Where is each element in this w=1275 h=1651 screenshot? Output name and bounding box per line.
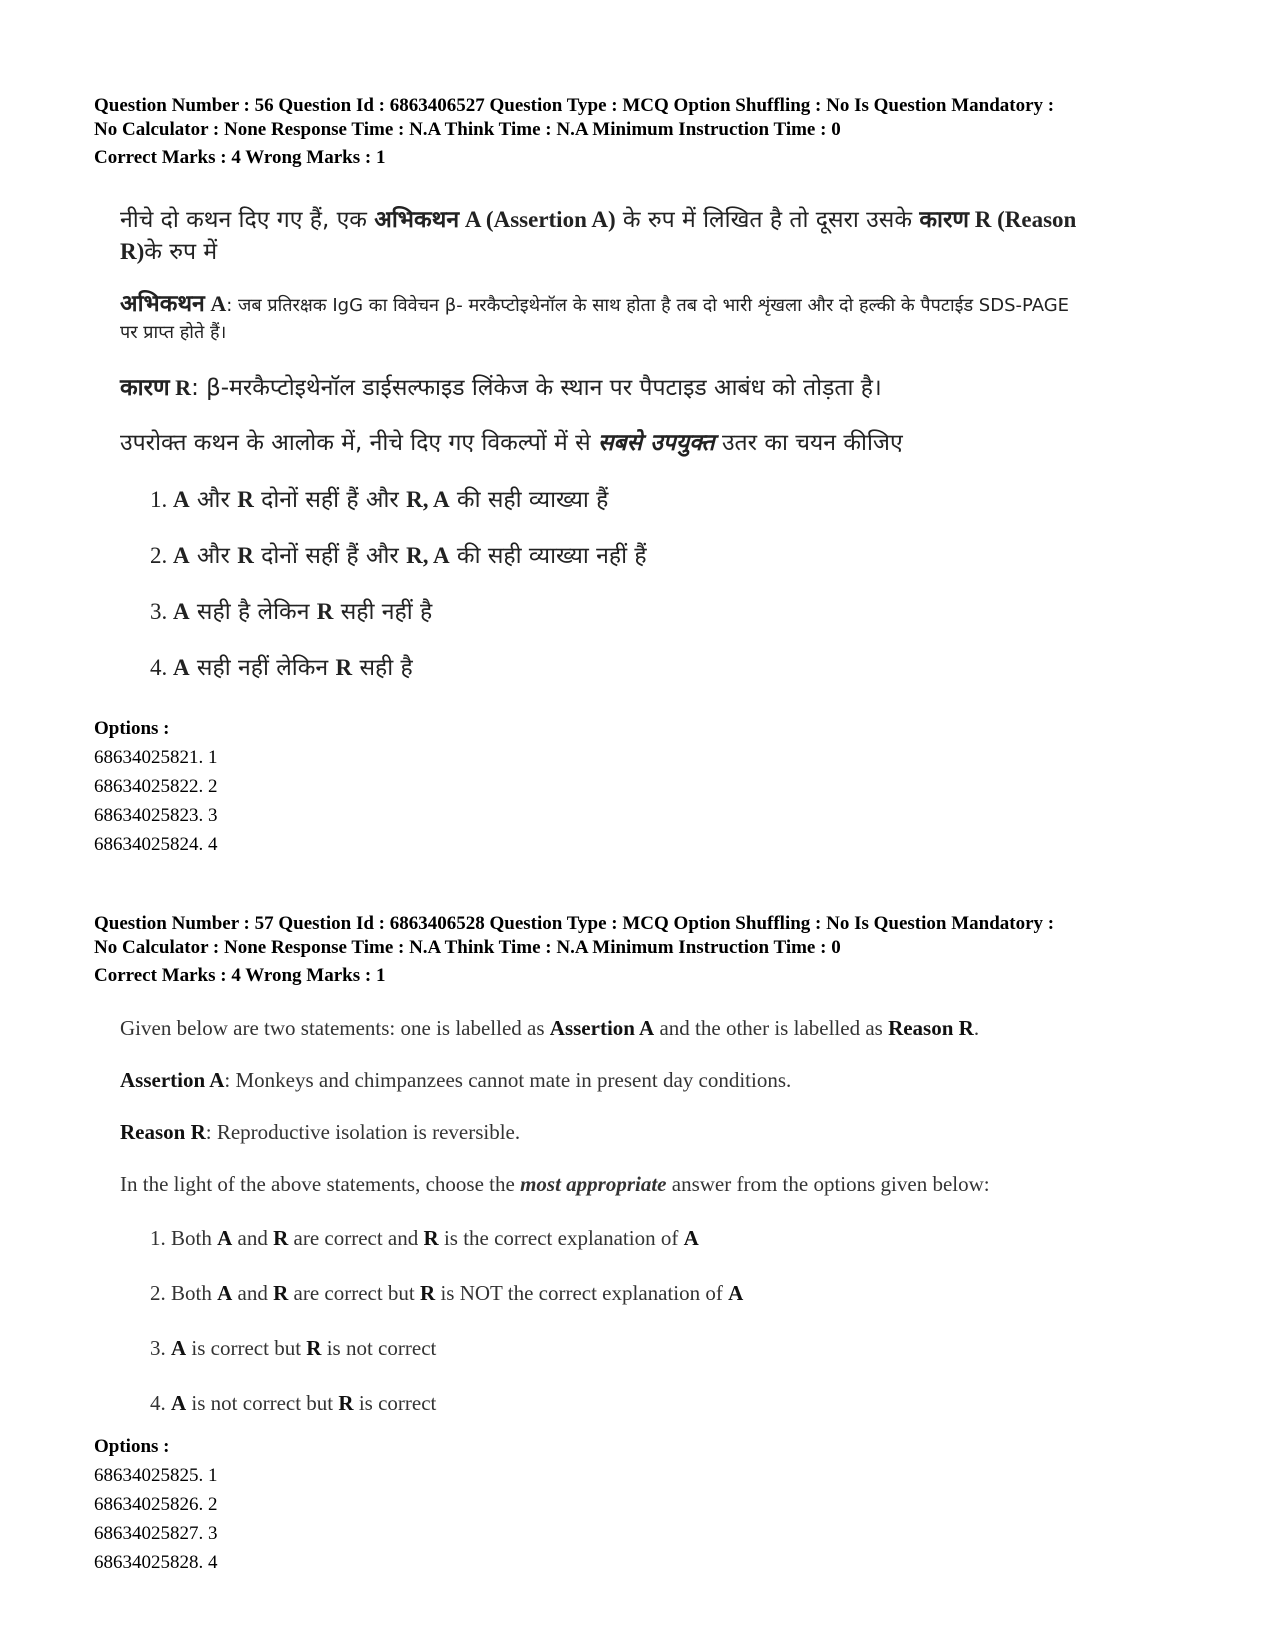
q56-choice: 1. A और R दोनों सहीं हैं और R, A की सही व्याख्या हैं — [150, 487, 609, 513]
q56-option-id: 68634025824. 4 — [94, 834, 218, 855]
q56-assertion — [120, 290, 1220, 346]
q56-assertion-text-2: पर प्राप्त होते हैं। — [120, 322, 227, 343]
q56-intro-text: नीचे दो कथन दिए गए हैं, एक — [120, 207, 375, 233]
q57-option-id: 68634025825. 1 — [94, 1465, 218, 1486]
q56-reason-label: कारण — [120, 375, 170, 401]
q57-instruction: In the light of the above statements, choose the most appropriate answer from the options given below: — [120, 1172, 990, 1196]
q56-intro-bold-reason: कारण — [919, 207, 969, 233]
q56-options-label: Options : — [94, 718, 170, 739]
q57-option-id: 68634025827. 3 — [94, 1523, 218, 1544]
q57-meta — [94, 912, 1214, 988]
q56-instruction — [120, 427, 1220, 459]
q56-instruction-bold: सबसे उपयुक्त — [597, 430, 715, 456]
q56-intro-text-2: के रुप में लिखित है तो दूसरा उसके — [615, 207, 920, 233]
q56-instruction-text-2: उतर का चयन कीजिए — [714, 430, 903, 456]
q56-choice: 4. A सही नहीं लेकिन R सही है — [150, 655, 413, 681]
q57-assertion — [120, 1068, 1220, 1093]
q56-options — [94, 714, 218, 859]
q56-instruction-text: उपरोक्त कथन के आलोक में, नीचे दिए गए विकल्पों में से — [120, 430, 598, 456]
q56-assertion-text: : जब प्रतिरक्षक IgG का विवेचन β- मरकैप्टोइथेनॉल के साथ होता है तब दो भारी शृंखला और दो हल्की के पैपटाईड SDS-PAGE — [226, 295, 1070, 316]
q56-option-id: 68634025823. 3 — [94, 805, 218, 826]
q56-meta-line2: No Calculator : None Response Time : N.A Think Time : N.A Minimum Instruction Time : 0 — [94, 119, 841, 140]
q56-meta-line1: Question Number : 56 Question Id : 6863406527 Question Type : MCQ Option Shuffling : No Is Question Mandatory : — [94, 95, 1055, 116]
q56-assertion-label: अभिकथन — [120, 291, 205, 317]
q57-option-id: 68634025828. 4 — [94, 1552, 218, 1573]
q57-meta-line2: No Calculator : None Response Time : N.A Think Time : N.A Minimum Instruction Time : 0 — [94, 937, 841, 958]
q56-reason-text: : β-मरकैप्टोइथेनॉल डाईसल्फाइड लिंकेज के स्थान पर पैपटाइड आबंध को तोड़ता है। — [191, 375, 882, 401]
q56-reason — [120, 373, 1220, 403]
q57-meta-line1: Question Number : 57 Question Id : 6863406528 Question Type : MCQ Option Shuffling : No Is Question Mandatory : — [94, 913, 1055, 934]
q56-intro — [120, 204, 1220, 268]
q56-intro-bold-assertion: अभिकथन — [374, 207, 460, 233]
q56-marks: Correct Marks : 4 Wrong Marks : 1 — [94, 147, 386, 168]
q56-reason-letter: R — [169, 375, 192, 400]
q56-assertion-letter: A — [204, 291, 227, 316]
q57-choice: 2. Both A and R are correct but R is NOT the correct explanation of A — [150, 1281, 744, 1305]
q57-assertion-text: : Monkeys and chimpanzees cannot mate in present day conditions. — [224, 1068, 792, 1092]
q57-assertion-label: Assertion A — [120, 1068, 225, 1092]
q57-reason-text: : Reproductive isolation is reversible. — [205, 1120, 521, 1144]
q57-instruction-emphasis: most appropriate — [520, 1172, 667, 1196]
q57-choice: 3. A is correct but R is not correct — [150, 1336, 437, 1360]
q57-options-label: Options : — [94, 1436, 170, 1457]
q57-options — [94, 1432, 218, 1577]
q56-intro-assertion-a: A (Assertion A) — [459, 207, 616, 232]
q56-choice: 3. A सही है लेकिन R सही नहीं है — [150, 599, 433, 625]
q57-marks: Correct Marks : 4 Wrong Marks : 1 — [94, 965, 386, 986]
q57-choice: 1. Both A and R are correct and R is the correct explanation of A — [150, 1226, 699, 1250]
q56-intro-text-3: के रुप में — [144, 239, 218, 265]
q57-choice: 4. A is not correct but R is correct — [150, 1391, 437, 1415]
q56-choice: 2. A और R दोनों सहीं हैं और R, A की सही व्याख्या नहीं हैं — [150, 543, 647, 569]
q57-reason — [120, 1120, 1220, 1145]
q57-reason-label: Reason R — [120, 1120, 206, 1144]
q56-meta — [94, 94, 1214, 170]
q57-option-id: 68634025826. 2 — [94, 1494, 218, 1515]
q56-option-id: 68634025821. 1 — [94, 747, 218, 768]
q56-intro-reason-r: R (Reason — [969, 207, 1077, 232]
q56-intro-r: R) — [120, 239, 145, 264]
q56-option-id: 68634025822. 2 — [94, 776, 218, 797]
q57-intro: Given below are two statements: one is labelled as Assertion A and the other is labelled as Reason R. — [120, 1016, 980, 1040]
